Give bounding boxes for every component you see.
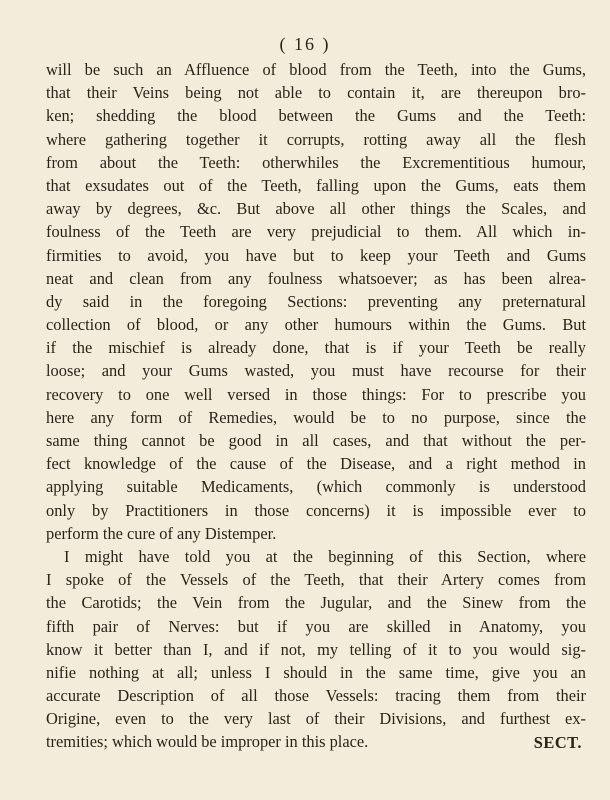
text-line: from about the Teeth: otherwhiles the Excrementitious humour, xyxy=(46,152,586,172)
text-line: loose; and your Gums wasted, you must have recourse for their xyxy=(46,361,586,381)
paragraph-1 xyxy=(46,58,586,545)
text-line: if the mischief is already done, that is if your Teeth be really xyxy=(46,338,586,358)
text-line: fifth pair of Nerves: but if you are skilled in Anatomy, you xyxy=(46,616,586,636)
text-line: here any form of Remedies, would be to no purpose, since the xyxy=(46,407,586,427)
text-line: fect knowledge of the cause of the Disease, and a right method in xyxy=(46,454,586,474)
text-line: where gathering together it corrupts, rotting away all the flesh xyxy=(46,129,586,149)
text-line: will be such an Affluence of blood from the Teeth, into the Gums, xyxy=(46,60,586,79)
text-line: nifie nothing at all; unless I should in the same time, give you an xyxy=(46,662,586,682)
text-line: only by Practitioners in those concerns) it is impossible ever to xyxy=(46,500,586,520)
text-line: know it better than I, and if not, my telling of it to you would sig- xyxy=(46,639,586,659)
text-line: foulness of the Teeth are very prejudicial to them. All which in- xyxy=(46,222,586,242)
text-line: I spoke of the Vessels of the Teeth, that their Artery comes from xyxy=(46,570,586,590)
text-line: I might have told you at the beginning of this Section, where xyxy=(64,546,586,566)
text-line: perform the cure of any Distemper. xyxy=(46,523,277,543)
page-number: ( 16 ) xyxy=(279,34,331,54)
text-line: away by degrees, &c. But above all other things the Scales, and xyxy=(46,199,586,219)
text-line: accurate Description of all those Vessels: tracing them from their xyxy=(46,686,586,706)
text-line: collection of blood, or any other humours within the Gums. But xyxy=(46,315,586,335)
text-line: neat and clean from any foulness whatsoever; as has been alrea- xyxy=(46,268,586,288)
text-line: Origine, even to the very last of their Divisions, and furthest ex- xyxy=(46,709,586,729)
catchword: SECT. xyxy=(533,733,582,752)
text-line: the Carotids; the Vein from the Jugular, and the Sinew from the xyxy=(46,593,586,613)
text-line: ken; shedding the blood between the Gums and the Teeth: xyxy=(46,106,586,126)
text-line: same thing cannot be good in all cases, and that without the per- xyxy=(46,431,586,450)
text-line: that exsudates out of the Teeth, falling upon the Gums, eats them xyxy=(46,175,586,195)
text-line: that their Veins being not able to contain it, are thereupon bro- xyxy=(46,83,586,103)
paragraph-2 xyxy=(46,545,586,754)
text-line: dy said in the foregoing Sections: preventing any preternatural xyxy=(46,291,586,311)
text-line: applying suitable Medicaments, (which commonly is understood xyxy=(46,477,586,497)
text-line: tremities; which would be improper in this place. xyxy=(46,732,369,752)
text-line: firmities to avoid, you have but to keep your Teeth and Gums xyxy=(46,245,586,265)
body-text xyxy=(46,58,586,754)
text-line: recovery to one well versed in those things: For to prescribe you xyxy=(46,384,586,404)
